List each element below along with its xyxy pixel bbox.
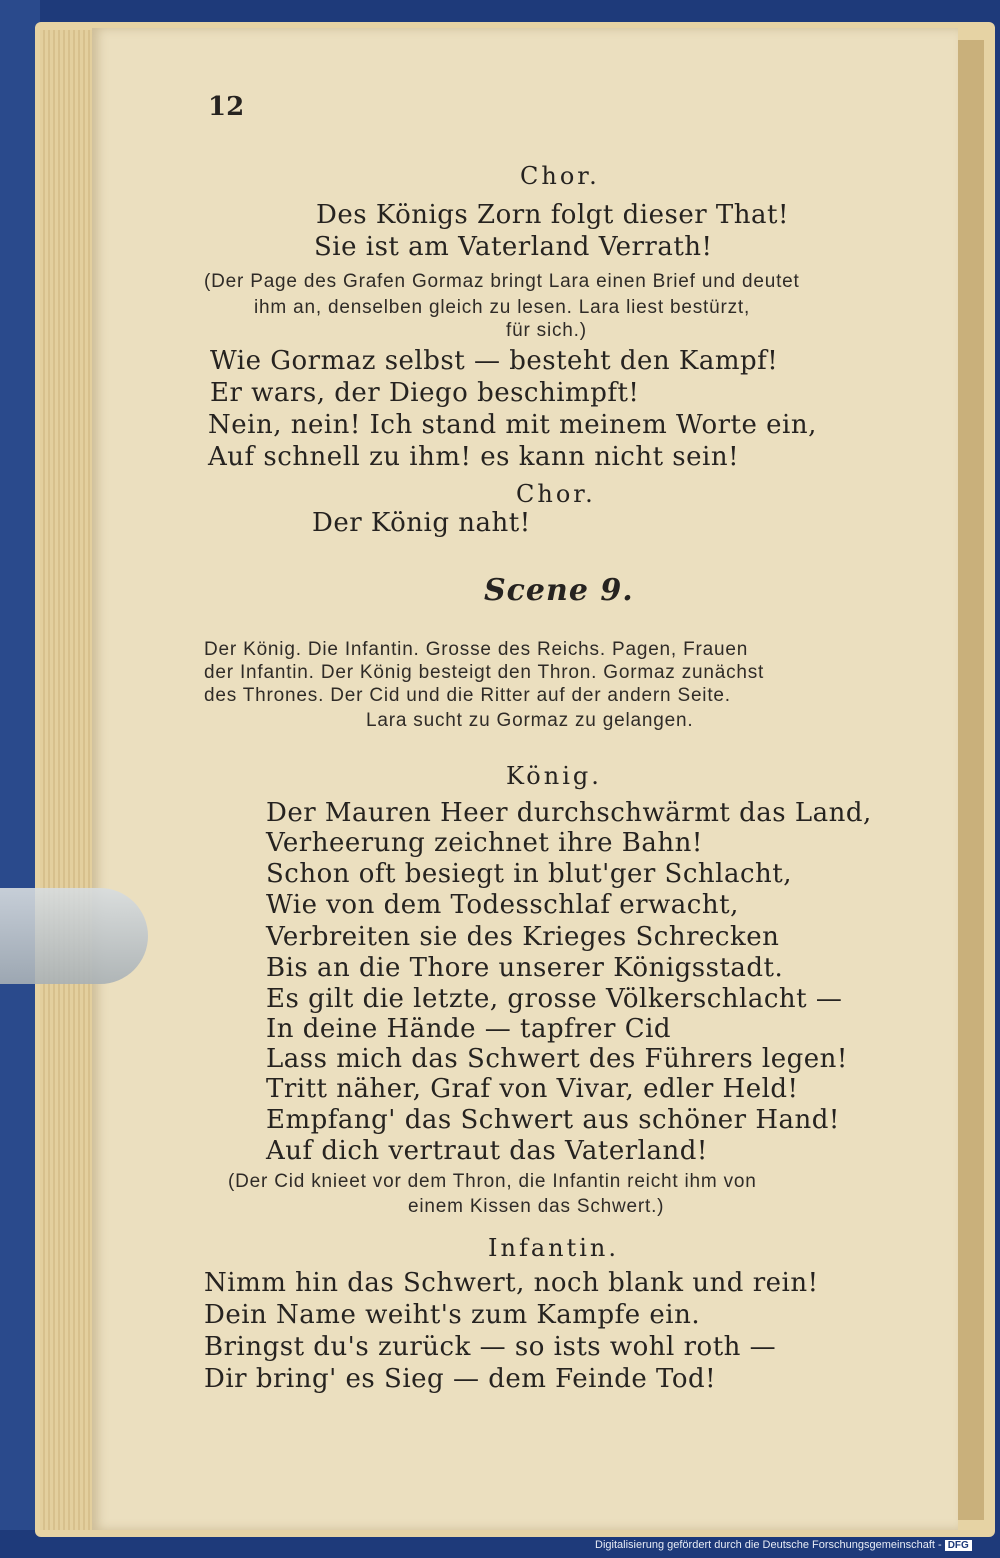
speaker-heading: Infantin. [488,1234,619,1262]
verse-line: Der König naht! [312,508,531,538]
stage-direction: (Der Cid knieet vor dem Thron, die Infantin reicht ihm von [228,1171,757,1192]
stage-direction: einem Kissen das Schwert.) [408,1196,665,1217]
footer-text: Digitalisierung gefördert durch die Deutsche Forschungsgemeinschaft - [595,1539,942,1551]
book-right-edge [958,40,984,1520]
verse-line: Dir bring' es Sieg — dem Feinde Tod! [204,1364,717,1394]
verse-line: Nein, nein! Ich stand mit meinem Worte ein, [208,410,817,440]
stage-direction: für sich.) [506,320,587,341]
stage-direction: des Thrones. Der Cid und die Ritter auf der andern Seite. [204,685,731,706]
verse-line: In deine Hände — tapfrer Cid [266,1014,672,1044]
footer-credit [595,1539,972,1557]
page-number: 12 [208,92,245,122]
book-page [92,28,958,1530]
dfg-logo: DFG [945,1540,972,1551]
verse-line: Es gilt die letzte, grosse Völkerschlacht — [266,984,843,1014]
speaker-heading: Chor. [520,162,600,190]
verse-line: Auf dich vertraut das Vaterland! [266,1136,708,1166]
speaker-heading: Chor. [516,480,596,508]
stage-direction: Der König. Die Infantin. Grosse des Reichs. Pagen, Frauen [204,639,749,660]
verse-line: Sie ist am Vaterland Verrath! [314,232,713,262]
scene-title: Scene 9. [484,573,634,608]
verse-line: Tritt näher, Graf von Vivar, edler Held! [266,1074,799,1104]
verse-line: Bringst du's zurück — so ists wohl roth — [204,1332,777,1362]
verse-line: Der Mauren Heer durchschwärmt das Land, [266,798,872,828]
verse-line: Nimm hin das Schwert, noch blank und rein! [204,1268,819,1298]
page-stack-edge [40,30,100,1530]
verse-line: Lass mich das Schwert des Führers legen! [266,1044,848,1074]
verse-line: Verbreiten sie des Krieges Schrecken [266,922,780,952]
verse-line: Dein Name weiht's zum Kampfe ein. [204,1300,701,1330]
verse-line: Bis an die Thore unserer Königsstadt. [266,953,784,983]
verse-line: Er wars, der Diego beschimpft! [210,378,640,408]
verse-line: Des Königs Zorn folgt dieser That! [316,200,789,230]
verse-line: Wie Gormaz selbst — besteht den Kampf! [210,346,779,376]
page-clip [0,888,148,984]
speaker-heading: König. [506,762,602,790]
background [0,0,40,1530]
stage-direction: Lara sucht zu Gormaz zu gelangen. [366,710,694,731]
verse-line: Verheerung zeichnet ihre Bahn! [266,828,703,858]
verse-line: Schon oft besiegt in blut'ger Schlacht, [266,859,793,889]
verse-line: Empfang' das Schwert aus schöner Hand! [266,1105,840,1135]
stage-direction: ihm an, denselben gleich zu lesen. Lara liest bestürzt, [254,297,751,318]
stage-direction: (Der Page des Grafen Gormaz bringt Lara einen Brief und deutet [204,271,800,292]
stage-direction: der Infantin. Der König besteigt den Thron. Gormaz zunächst [204,662,765,683]
verse-line: Auf schnell zu ihm! es kann nicht sein! [208,442,740,472]
verse-line: Wie von dem Todesschlaf erwacht, [266,890,739,920]
